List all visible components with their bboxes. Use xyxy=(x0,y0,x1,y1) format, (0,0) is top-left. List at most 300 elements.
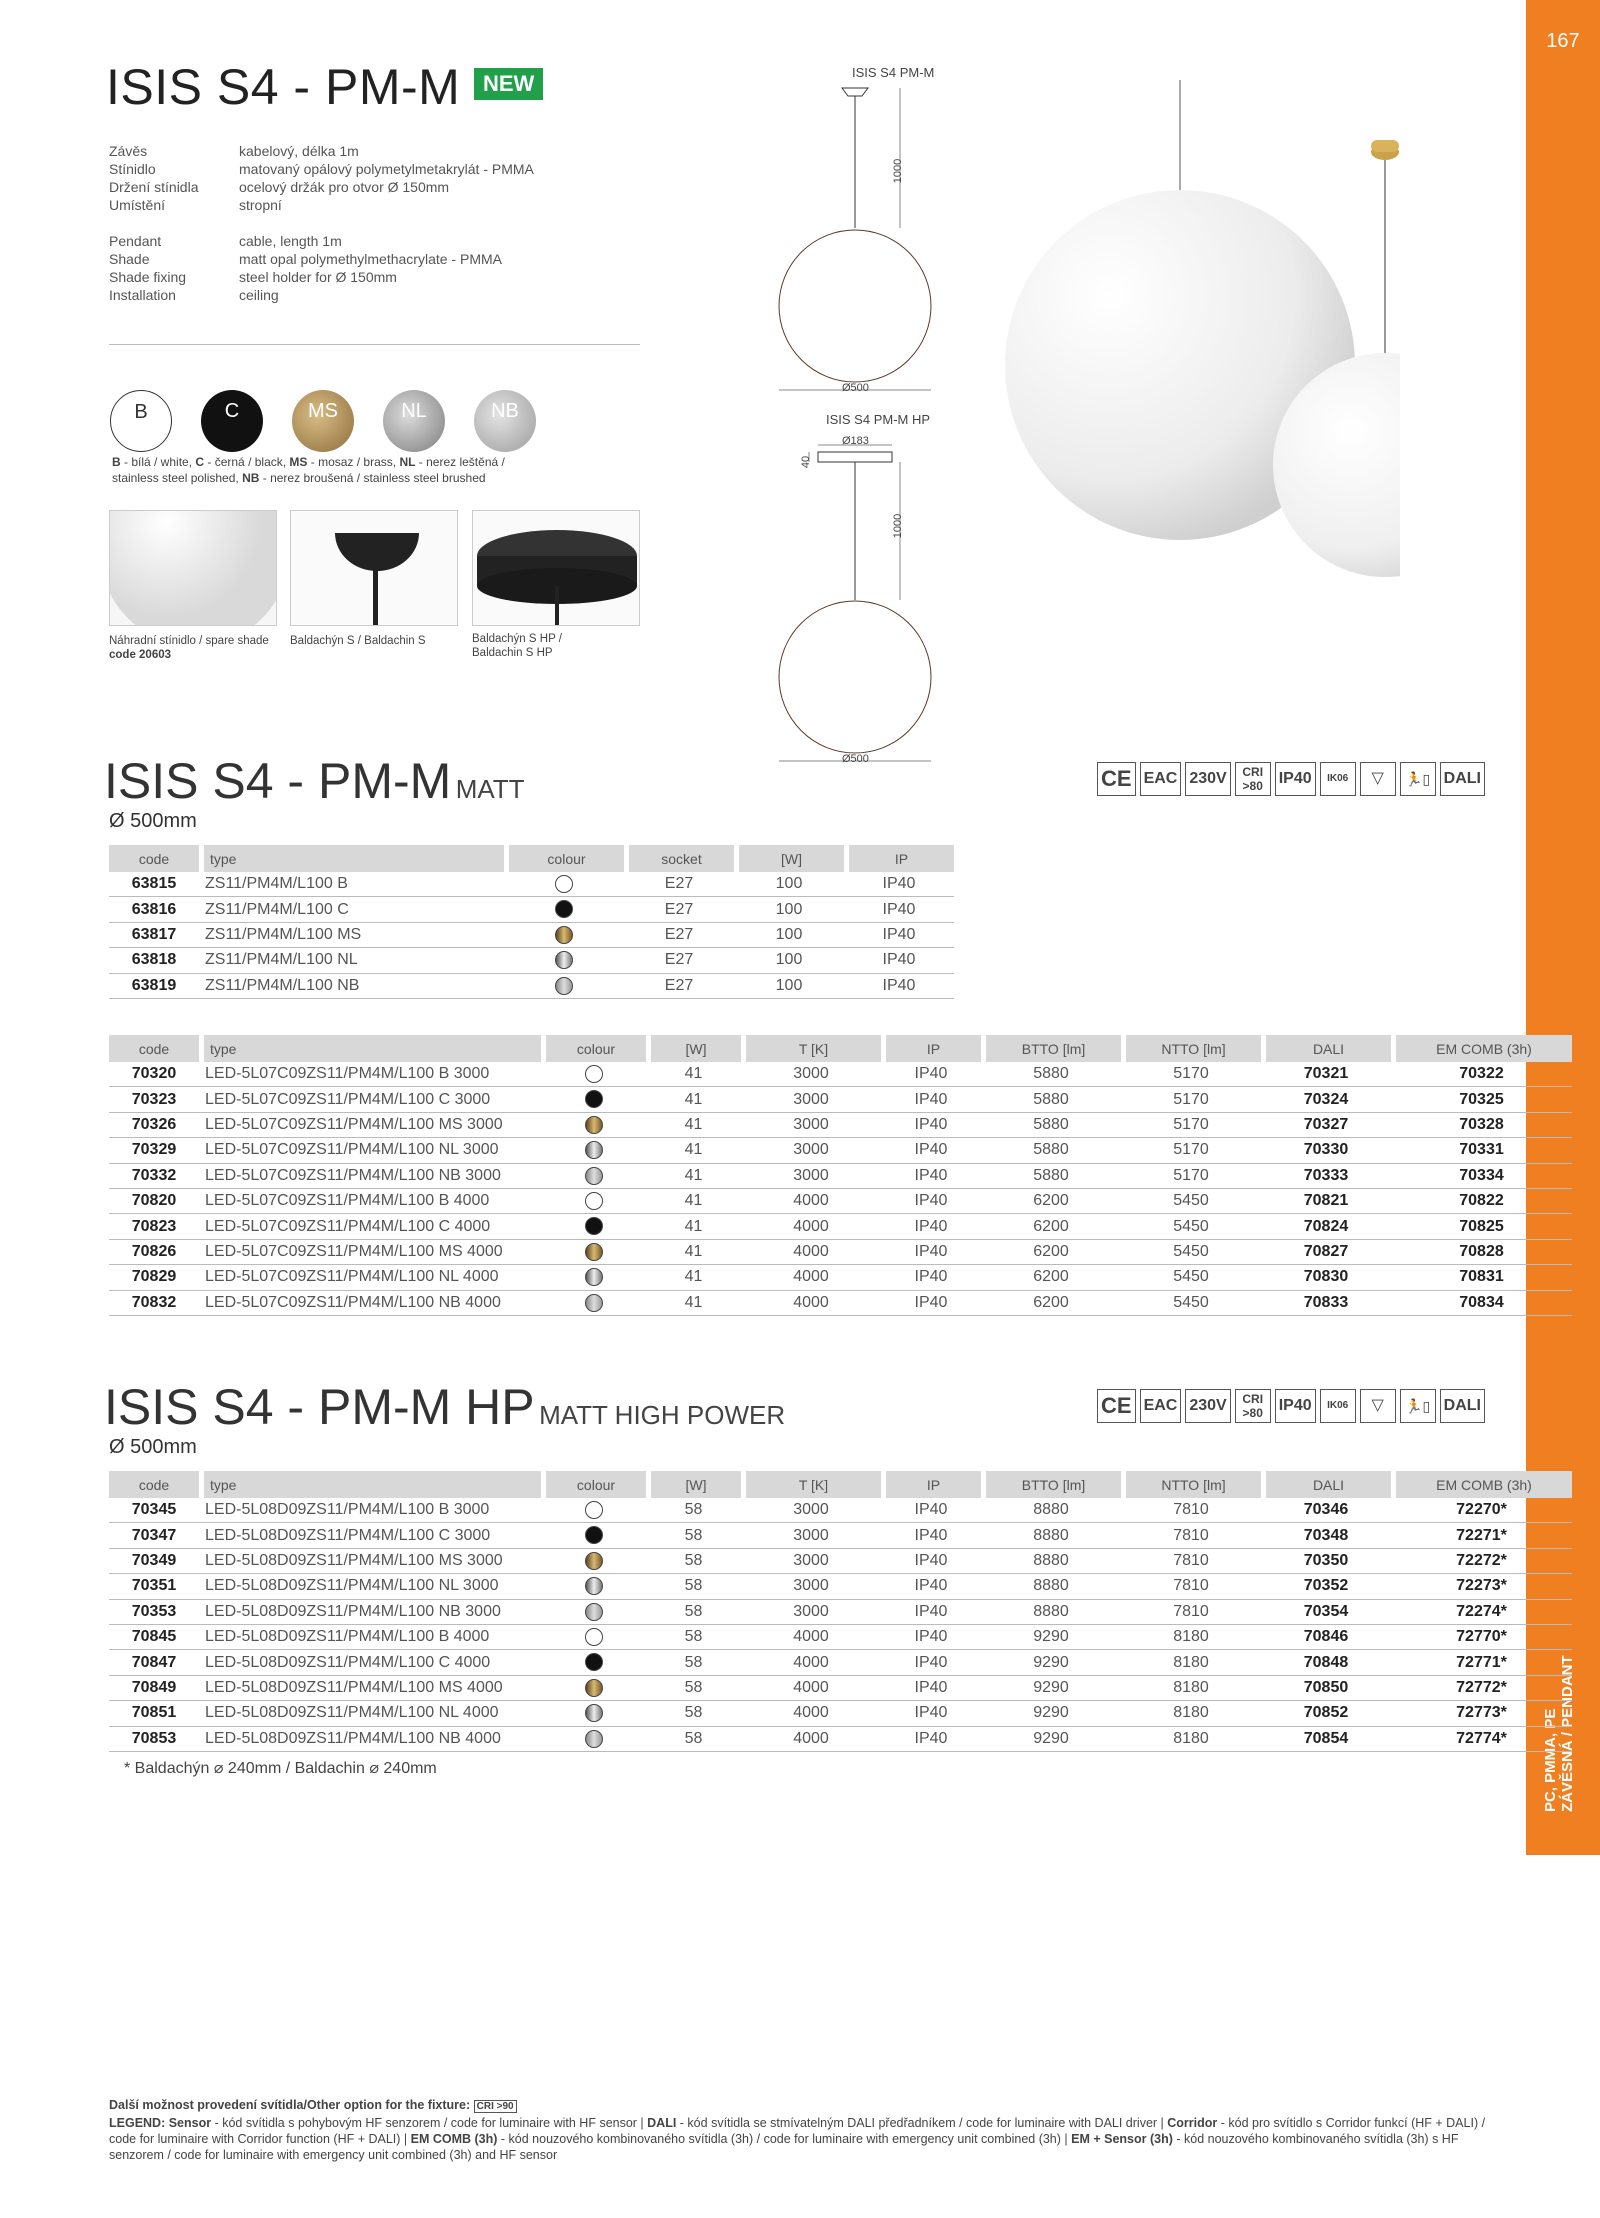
em-comb-code-cell: 70831 xyxy=(1391,1265,1572,1290)
colour-cell xyxy=(541,1727,646,1752)
dali-code-cell: 70324 xyxy=(1261,1087,1391,1112)
column-header: DALI xyxy=(1261,1035,1391,1062)
section2-table-led xyxy=(109,1471,1572,1752)
code-cell: 63817 xyxy=(109,923,199,948)
watt-cell: 58 xyxy=(646,1650,741,1675)
cert-ce-icon: CE xyxy=(1097,762,1136,796)
table-row xyxy=(109,1062,1572,1087)
watt-cell: 58 xyxy=(646,1574,741,1599)
colour-cell xyxy=(541,1549,646,1574)
drawing2-diameter: Ø500 xyxy=(842,753,869,765)
technical-drawings xyxy=(770,80,950,780)
colour-cell xyxy=(504,923,624,948)
type-cell: LED-5L08D09ZS11/PM4M/L100 MS 4000 xyxy=(199,1676,541,1701)
other-option-line: Další možnost provedení svítidla/Other option for the fixture: CRI >90 xyxy=(109,2097,1494,2115)
colour-cell xyxy=(504,872,624,897)
colour-nl-icon xyxy=(585,1577,603,1595)
btto-cell: 9290 xyxy=(981,1650,1121,1675)
table-row xyxy=(109,1676,1572,1701)
ntto-cell: 5170 xyxy=(1121,1087,1261,1112)
column-header: type xyxy=(199,1035,541,1062)
colour-b-icon xyxy=(585,1192,603,1210)
code-cell: 70853 xyxy=(109,1727,199,1752)
bottom-legend xyxy=(109,2097,1494,2163)
em-comb-code-cell: 72770* xyxy=(1391,1625,1572,1650)
temperature-cell: 3000 xyxy=(741,1062,881,1087)
watt-cell: 58 xyxy=(646,1498,741,1523)
watt-cell: 41 xyxy=(646,1138,741,1163)
type-cell: LED-5L07C09ZS11/PM4M/L100 C 4000 xyxy=(199,1214,541,1239)
colour-c-icon xyxy=(585,1653,603,1671)
spec-cz-value: matovaný opálový polymetylmetakrylát - PMMA xyxy=(239,161,534,177)
cert-ip40-icon: IP40 xyxy=(1275,762,1316,796)
column-header: NTTO [lm] xyxy=(1121,1471,1261,1498)
cert-230v-icon: 230V xyxy=(1185,762,1230,796)
colour-c-icon xyxy=(585,1526,603,1544)
em-comb-code-cell: 72273* xyxy=(1391,1574,1572,1599)
colour-ms-icon xyxy=(585,1679,603,1697)
ip-cell: IP40 xyxy=(881,1087,981,1112)
new-badge: NEW xyxy=(474,68,543,100)
colour-nl-icon xyxy=(585,1268,603,1286)
temperature-cell: 4000 xyxy=(741,1265,881,1290)
type-cell: LED-5L08D09ZS11/PM4M/L100 B 3000 xyxy=(199,1498,541,1523)
btto-cell: 9290 xyxy=(981,1701,1121,1726)
column-header: colour xyxy=(541,1035,646,1062)
ip-cell: IP40 xyxy=(881,1727,981,1752)
colour-cell xyxy=(541,1164,646,1189)
btto-cell: 6200 xyxy=(981,1265,1121,1290)
code-cell: 70347 xyxy=(109,1523,199,1548)
dali-code-cell: 70354 xyxy=(1261,1600,1391,1625)
colour-cell xyxy=(541,1625,646,1650)
watt-cell: 41 xyxy=(646,1265,741,1290)
colour-cell xyxy=(504,897,624,922)
ntto-cell: 7810 xyxy=(1121,1549,1261,1574)
type-cell: LED-5L08D09ZS11/PM4M/L100 NL 4000 xyxy=(199,1701,541,1726)
spec-cz-label: Držení stínidla xyxy=(109,179,199,195)
spec-en-value: ceiling xyxy=(239,287,279,303)
type-cell: ZS11/PM4M/L100 C xyxy=(199,897,504,922)
baldachin-s-image xyxy=(290,510,458,626)
cert-ik06-icon: IK06 xyxy=(1320,1389,1356,1423)
dali-code-cell: 70352 xyxy=(1261,1574,1391,1599)
product-photo xyxy=(995,80,1400,580)
table-row xyxy=(109,1523,1572,1548)
em-comb-code-cell: 72773* xyxy=(1391,1701,1572,1726)
section1-title: ISIS S4 - PM-M xyxy=(104,753,452,809)
ip-cell: IP40 xyxy=(881,1523,981,1548)
page-number: 167 xyxy=(1546,30,1580,52)
dali-code-cell: 70852 xyxy=(1261,1701,1391,1726)
swatch-nl: NL xyxy=(383,390,445,452)
socket-cell: E27 xyxy=(624,923,734,948)
spec-en-label: Installation xyxy=(109,287,176,303)
spec-cz-label: Stínidlo xyxy=(109,161,156,177)
cri-90-badge: CRI >90 xyxy=(474,2100,517,2113)
column-header: code xyxy=(109,1471,199,1498)
watt-cell: 41 xyxy=(646,1164,741,1189)
ip-cell: IP40 xyxy=(881,1498,981,1523)
table-row xyxy=(109,1113,1572,1138)
type-cell: LED-5L07C09ZS11/PM4M/L100 C 3000 xyxy=(199,1087,541,1112)
temperature-cell: 4000 xyxy=(741,1240,881,1265)
colour-cell xyxy=(541,1676,646,1701)
colour-cell xyxy=(541,1574,646,1599)
em-comb-code-cell: 72270* xyxy=(1391,1498,1572,1523)
dali-code-cell: 70330 xyxy=(1261,1138,1391,1163)
watt-cell: 100 xyxy=(734,872,844,897)
colour-cell xyxy=(541,1087,646,1112)
code-cell: 70353 xyxy=(109,1600,199,1625)
temperature-cell: 4000 xyxy=(741,1701,881,1726)
column-header: DALI xyxy=(1261,1471,1391,1498)
em-comb-code-cell: 70322 xyxy=(1391,1062,1572,1087)
code-cell: 70349 xyxy=(109,1549,199,1574)
ip-cell: IP40 xyxy=(844,923,954,948)
colour-b-icon xyxy=(585,1628,603,1646)
socket-cell: E27 xyxy=(624,872,734,897)
colour-cell xyxy=(541,1062,646,1087)
column-header: colour xyxy=(541,1471,646,1498)
column-header: code xyxy=(109,845,199,872)
btto-cell: 6200 xyxy=(981,1291,1121,1316)
section2-subtitle: MATT HIGH POWER xyxy=(539,1400,786,1430)
watt-cell: 41 xyxy=(646,1113,741,1138)
table-row xyxy=(109,1549,1572,1574)
colour-ms-icon xyxy=(555,926,573,944)
specs-cz xyxy=(109,142,629,222)
btto-cell: 9290 xyxy=(981,1676,1121,1701)
page-title: ISIS S4 - PM-M xyxy=(106,59,461,115)
watt-cell: 41 xyxy=(646,1291,741,1316)
temperature-cell: 3000 xyxy=(741,1574,881,1599)
temperature-cell: 4000 xyxy=(741,1650,881,1675)
ip-cell: IP40 xyxy=(844,948,954,973)
colour-c-icon xyxy=(555,900,573,918)
table-row xyxy=(109,1727,1572,1752)
spec-en-value: matt opal polymethylmethacrylate - PMMA xyxy=(239,251,502,267)
em-comb-code-cell: 72272* xyxy=(1391,1549,1572,1574)
cert-ce-icon: CE xyxy=(1097,1389,1136,1423)
temperature-cell: 3000 xyxy=(741,1498,881,1523)
watt-cell: 41 xyxy=(646,1087,741,1112)
table-row xyxy=(109,1164,1572,1189)
ntto-cell: 5170 xyxy=(1121,1138,1261,1163)
colour-cell xyxy=(541,1600,646,1625)
ntto-cell: 7810 xyxy=(1121,1574,1261,1599)
code-cell: 70326 xyxy=(109,1113,199,1138)
colour-c-icon xyxy=(585,1217,603,1235)
table-row xyxy=(109,1240,1572,1265)
section1-table-e27 xyxy=(109,845,954,999)
column-header: IP xyxy=(881,1471,981,1498)
swatch-legend-line2: stainless steel polished, NB - nerez broušená / stainless steel brushed xyxy=(112,471,486,485)
ip-cell: IP40 xyxy=(881,1650,981,1675)
code-cell: 70829 xyxy=(109,1265,199,1290)
dali-code-cell: 70821 xyxy=(1261,1189,1391,1214)
column-header: BTTO [lm] xyxy=(981,1471,1121,1498)
column-header: NTTO [lm] xyxy=(1121,1035,1261,1062)
spec-cz-label: Umístění xyxy=(109,197,166,213)
socket-cell: E27 xyxy=(624,948,734,973)
dali-code-cell: 70350 xyxy=(1261,1549,1391,1574)
socket-cell: E27 xyxy=(624,974,734,999)
spec-en-label: Shade xyxy=(109,251,150,267)
column-header: EM COMB (3h) xyxy=(1391,1035,1572,1062)
dali-code-cell: 70830 xyxy=(1261,1265,1391,1290)
btto-cell: 8880 xyxy=(981,1600,1121,1625)
ntto-cell: 8180 xyxy=(1121,1676,1261,1701)
drawing2-title: ISIS S4 PM-M HP xyxy=(826,412,931,427)
btto-cell: 6200 xyxy=(981,1189,1121,1214)
em-comb-code-cell: 70328 xyxy=(1391,1113,1572,1138)
code-cell: 70845 xyxy=(109,1625,199,1650)
colour-nb-icon xyxy=(585,1294,603,1312)
colour-cell xyxy=(541,1701,646,1726)
code-cell: 70823 xyxy=(109,1214,199,1239)
legend-text: LEGEND: Sensor - kód svítidla s pohybovým HF senzorem / code for luminaire with HF sensor | DALI - kód svítidla se stmívatelným DALI předřadníkem / code for luminaire with DALI driver | Corridor - kód pro svítidlo s Corridor funkcí (HF + DALI) / code for luminaire with Corridor function (HF + DALI) | EM COMB (3h) - kód nouzového kombinovaného svítidla (3h) / code for luminaire with emergency unit combined (3h) | EM + Sensor (3h) - kód nouzového kombinovaného svítidla (3h) s HF senzorem / code for luminaire with emergency unit combined (3h) and HF sensor xyxy=(109,2116,1486,2162)
em-comb-code-cell: 70331 xyxy=(1391,1138,1572,1163)
drawing2-top-diameter: Ø183 xyxy=(842,435,869,447)
type-cell: LED-5L08D09ZS11/PM4M/L100 NB 4000 xyxy=(199,1727,541,1752)
type-cell: LED-5L08D09ZS11/PM4M/L100 B 4000 xyxy=(199,1625,541,1650)
btto-cell: 8880 xyxy=(981,1549,1121,1574)
watt-cell: 41 xyxy=(646,1189,741,1214)
cert-f-icon: ▽ xyxy=(1360,762,1396,796)
colour-cell xyxy=(541,1291,646,1316)
swatch-nb: NB xyxy=(474,390,536,452)
side-label-line1: PC, PMMA, PE xyxy=(1542,1708,1559,1812)
column-header: IP xyxy=(881,1035,981,1062)
spec-en-label: Shade fixing xyxy=(109,269,187,285)
cert-exit-icon: 🏃▯ xyxy=(1400,1389,1436,1423)
dali-code-cell: 70327 xyxy=(1261,1113,1391,1138)
em-comb-code-cell: 72774* xyxy=(1391,1727,1572,1752)
table-row xyxy=(109,1291,1572,1316)
type-cell: LED-5L07C09ZS11/PM4M/L100 B 3000 xyxy=(199,1062,541,1087)
colour-cell xyxy=(541,1214,646,1239)
table-row xyxy=(109,974,954,999)
ntto-cell: 8180 xyxy=(1121,1625,1261,1650)
dali-code-cell: 70848 xyxy=(1261,1650,1391,1675)
drawing1-diameter: Ø500 xyxy=(842,382,869,394)
type-cell: LED-5L08D09ZS11/PM4M/L100 NL 3000 xyxy=(199,1574,541,1599)
column-header: BTTO [lm] xyxy=(981,1035,1121,1062)
code-cell: 70826 xyxy=(109,1240,199,1265)
side-label-line2: ZÁVĚSNÁ / PENDANT xyxy=(1559,1655,1576,1812)
table-row xyxy=(109,1574,1572,1599)
column-header: type xyxy=(199,845,504,872)
type-cell: LED-5L08D09ZS11/PM4M/L100 NB 3000 xyxy=(199,1600,541,1625)
cert-ik06-icon: IK06 xyxy=(1320,762,1356,796)
cert-exit-icon: 🏃▯ xyxy=(1400,762,1436,796)
type-cell: LED-5L08D09ZS11/PM4M/L100 C 3000 xyxy=(199,1523,541,1548)
table-row xyxy=(109,1650,1572,1675)
ntto-cell: 5170 xyxy=(1121,1113,1261,1138)
watt-cell: 41 xyxy=(646,1062,741,1087)
watt-cell: 58 xyxy=(646,1600,741,1625)
colour-b-icon xyxy=(585,1501,603,1519)
btto-cell: 9290 xyxy=(981,1727,1121,1752)
ntto-cell: 5450 xyxy=(1121,1189,1261,1214)
drawing1-title: ISIS S4 PM-M xyxy=(852,65,935,80)
type-cell: LED-5L07C09ZS11/PM4M/L100 MS 4000 xyxy=(199,1240,541,1265)
ip-cell: IP40 xyxy=(881,1265,981,1290)
spare-shade-caption: Náhradní stínidlo / spare shade code 20603 xyxy=(109,635,269,661)
ip-cell: IP40 xyxy=(881,1164,981,1189)
colour-ms-icon xyxy=(585,1243,603,1261)
ntto-cell: 8180 xyxy=(1121,1701,1261,1726)
type-cell: LED-5L08D09ZS11/PM4M/L100 MS 3000 xyxy=(199,1549,541,1574)
section2-diameter: Ø 500mm xyxy=(109,1436,197,1458)
type-cell: ZS11/PM4M/L100 NL xyxy=(199,948,504,973)
dali-code-cell: 70833 xyxy=(1261,1291,1391,1316)
cert-f-icon: ▽ xyxy=(1360,1389,1396,1423)
type-cell: LED-5L08D09ZS11/PM4M/L100 C 4000 xyxy=(199,1650,541,1675)
em-comb-code-cell: 72771* xyxy=(1391,1650,1572,1675)
watt-cell: 41 xyxy=(646,1240,741,1265)
type-cell: ZS11/PM4M/L100 NB xyxy=(199,974,504,999)
btto-cell: 5880 xyxy=(981,1138,1121,1163)
colour-ms-icon xyxy=(585,1116,603,1134)
btto-cell: 5880 xyxy=(981,1087,1121,1112)
temperature-cell: 4000 xyxy=(741,1625,881,1650)
temperature-cell: 4000 xyxy=(741,1291,881,1316)
colour-nl-icon xyxy=(585,1704,603,1722)
code-cell: 70849 xyxy=(109,1676,199,1701)
ip-cell: IP40 xyxy=(881,1138,981,1163)
type-cell: LED-5L07C09ZS11/PM4M/L100 NB 3000 xyxy=(199,1164,541,1189)
ntto-cell: 5170 xyxy=(1121,1062,1261,1087)
type-cell: ZS11/PM4M/L100 MS xyxy=(199,923,504,948)
spec-cz-value: kabelový, délka 1m xyxy=(239,143,359,159)
btto-cell: 5880 xyxy=(981,1062,1121,1087)
watt-cell: 58 xyxy=(646,1625,741,1650)
column-header: code xyxy=(109,1035,199,1062)
spec-en-value: cable, length 1m xyxy=(239,233,342,249)
column-header: T [K] xyxy=(741,1471,881,1498)
temperature-cell: 3000 xyxy=(741,1138,881,1163)
em-comb-code-cell: 72772* xyxy=(1391,1676,1572,1701)
watt-cell: 58 xyxy=(646,1523,741,1548)
cert-230v-icon: 230V xyxy=(1185,1389,1230,1423)
socket-cell: E27 xyxy=(624,897,734,922)
colour-cell xyxy=(504,974,624,999)
colour-cell xyxy=(541,1650,646,1675)
drawing2-height: 1000 xyxy=(892,513,905,539)
type-cell: LED-5L07C09ZS11/PM4M/L100 B 4000 xyxy=(199,1189,541,1214)
baldachin-footnote: * Baldachýn ⌀ 240mm / Baldachin ⌀ 240mm xyxy=(124,1760,437,1777)
temperature-cell: 4000 xyxy=(741,1214,881,1239)
ntto-cell: 8180 xyxy=(1121,1727,1261,1752)
column-header: T [K] xyxy=(741,1035,881,1062)
colour-cell xyxy=(541,1138,646,1163)
em-comb-code-cell: 72274* xyxy=(1391,1600,1572,1625)
em-comb-code-cell: 70834 xyxy=(1391,1291,1572,1316)
type-cell: LED-5L07C09ZS11/PM4M/L100 NL 4000 xyxy=(199,1265,541,1290)
dali-code-cell: 70827 xyxy=(1261,1240,1391,1265)
cert-cri-80-icon: CRI >80 xyxy=(1235,762,1271,796)
ntto-cell: 5450 xyxy=(1121,1265,1261,1290)
code-cell: 70329 xyxy=(109,1138,199,1163)
baldachin-s-caption: Baldachýn S / Baldachin S xyxy=(290,635,426,647)
dali-code-cell: 70846 xyxy=(1261,1625,1391,1650)
swatch-legend-line1: B - bílá / white, C - černá / black, MS - mosaz / brass, NL - nerez leštěná / xyxy=(112,455,505,469)
btto-cell: 6200 xyxy=(981,1214,1121,1239)
watt-cell: 58 xyxy=(646,1727,741,1752)
column-header: socket xyxy=(624,845,734,872)
colour-nb-icon xyxy=(555,977,573,995)
table-row xyxy=(109,897,954,922)
colour-cell xyxy=(541,1113,646,1138)
column-header: [W] xyxy=(734,845,844,872)
column-header: EM COMB (3h) xyxy=(1391,1471,1572,1498)
table-row xyxy=(109,872,954,897)
ntto-cell: 5450 xyxy=(1121,1214,1261,1239)
watt-cell: 100 xyxy=(734,974,844,999)
ntto-cell: 8180 xyxy=(1121,1650,1261,1675)
temperature-cell: 3000 xyxy=(741,1087,881,1112)
code-cell: 63815 xyxy=(109,872,199,897)
section1-subtitle: MATT xyxy=(455,774,525,804)
column-header: IP xyxy=(844,845,954,872)
code-cell: 70345 xyxy=(109,1498,199,1523)
spec-cz-label: Závěs xyxy=(109,143,148,159)
spec-en-label: Pendant xyxy=(109,233,162,249)
ip-cell: IP40 xyxy=(881,1062,981,1087)
cert-eac-icon: EAC xyxy=(1140,1389,1182,1423)
code-cell: 70832 xyxy=(109,1291,199,1316)
ip-cell: IP40 xyxy=(844,872,954,897)
code-cell: 70351 xyxy=(109,1574,199,1599)
column-header: colour xyxy=(504,845,624,872)
table-header-row xyxy=(109,845,954,872)
watt-cell: 41 xyxy=(646,1214,741,1239)
watt-cell: 58 xyxy=(646,1701,741,1726)
section1-diameter: Ø 500mm xyxy=(109,810,197,832)
watt-cell: 100 xyxy=(734,897,844,922)
table-row xyxy=(109,1265,1572,1290)
colour-nb-icon xyxy=(585,1603,603,1621)
cert-dali-icon: DALI xyxy=(1440,762,1485,796)
baldachin-s-hp-caption: Baldachýn S HP / Baldachin S HP xyxy=(472,633,562,659)
certifications-row-2 xyxy=(1097,1389,1485,1423)
btto-cell: 8880 xyxy=(981,1574,1121,1599)
cert-ip40-icon: IP40 xyxy=(1275,1389,1316,1423)
drawing1-height: 1000 xyxy=(892,158,905,184)
ip-cell: IP40 xyxy=(881,1291,981,1316)
spec-cz-value: ocelový držák pro otvor Ø 150mm xyxy=(239,179,450,195)
table-row xyxy=(109,1701,1572,1726)
watt-cell: 100 xyxy=(734,948,844,973)
ntto-cell: 7810 xyxy=(1121,1600,1261,1625)
table-row xyxy=(109,923,954,948)
em-comb-code-cell: 72271* xyxy=(1391,1523,1572,1548)
em-comb-code-cell: 70828 xyxy=(1391,1240,1572,1265)
type-cell: LED-5L07C09ZS11/PM4M/L100 NL 3000 xyxy=(199,1138,541,1163)
temperature-cell: 3000 xyxy=(741,1600,881,1625)
column-header: [W] xyxy=(646,1471,741,1498)
ntto-cell: 5450 xyxy=(1121,1291,1261,1316)
swatch-ms: MS xyxy=(292,390,354,452)
colour-cell xyxy=(541,1240,646,1265)
type-cell: LED-5L07C09ZS11/PM4M/L100 MS 3000 xyxy=(199,1113,541,1138)
ip-cell: IP40 xyxy=(881,1574,981,1599)
section1-table-led xyxy=(109,1035,1572,1316)
table-header-row xyxy=(109,1035,1572,1062)
ntto-cell: 7810 xyxy=(1121,1523,1261,1548)
